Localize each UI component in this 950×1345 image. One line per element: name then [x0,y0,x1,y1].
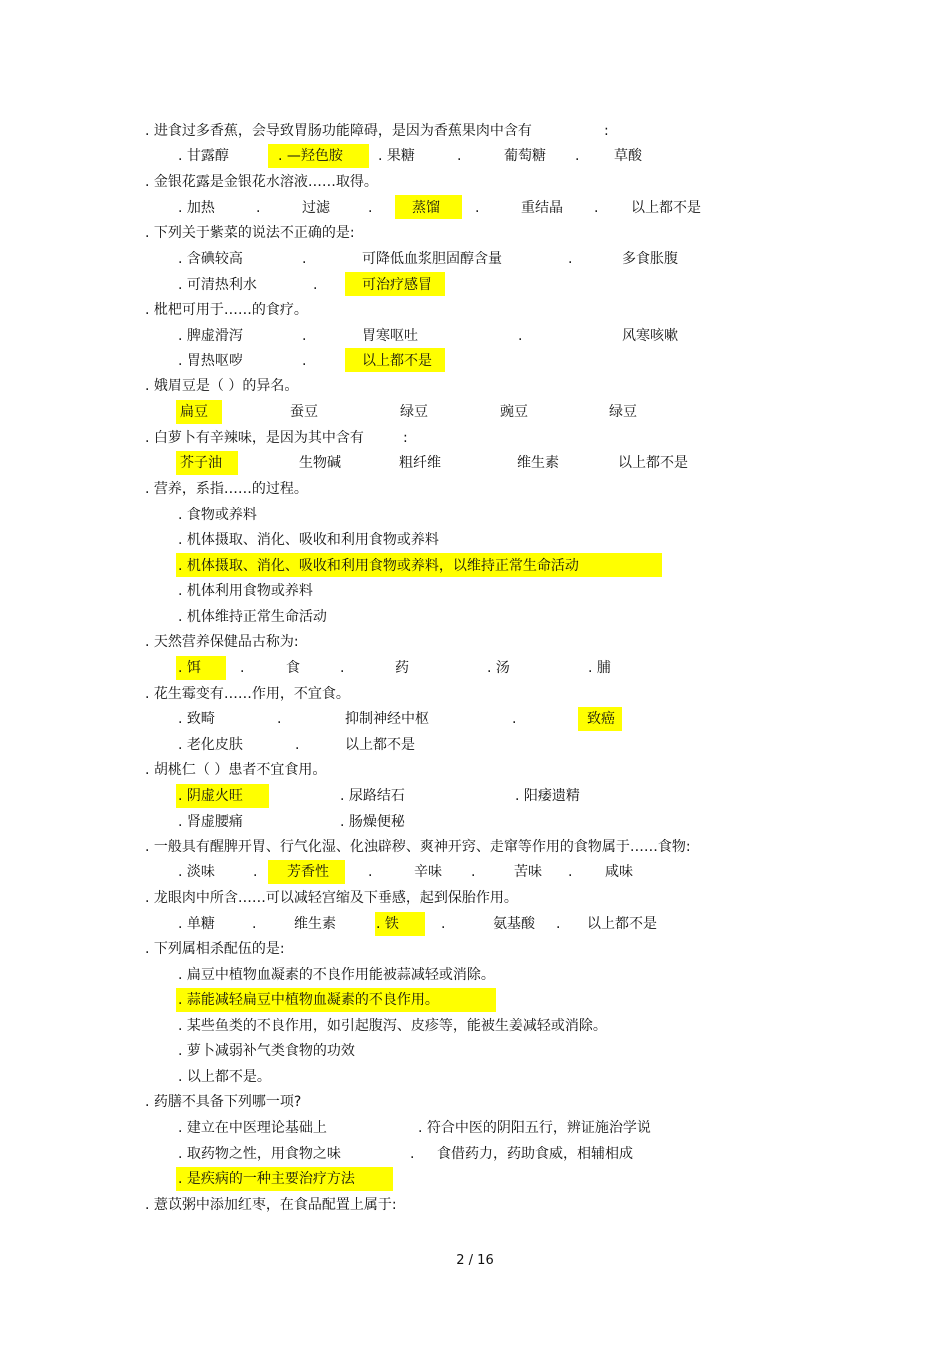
option: 致癌 [587,711,615,727]
option: . 以上都不是。 [178,1069,271,1085]
option-marker: . [518,328,523,344]
option: 以上都不是 [587,916,657,932]
question-stem: . 白萝卜有辛辣味，是因为其中含有 [145,430,364,446]
option: 绿豆 [609,404,637,420]
question-stem: . 胡桃仁（ ）患者不宜食用。 [145,762,327,778]
option: 辛味 [414,864,442,880]
option-marker: . [568,251,573,267]
question-stem: . 薏苡粥中添加红枣，在食品配置上属于: [145,1197,397,1213]
option: 胃寒呕吐 [362,328,418,344]
question-stem: . 枇杷可用于……的食疗。 [145,302,308,318]
option: . 含碘较高 [178,251,243,267]
option: . 机体利用食物或养料 [178,583,313,599]
option: 风寒咳嗽 [622,328,678,344]
question-stem: . 药膳不具备下列哪一项? [145,1094,302,1110]
option-marker: . [252,916,257,932]
question-stem: . 娥眉豆是（ ）的异名。 [145,378,299,394]
option: 生物碱 [299,455,341,471]
option-marker: . [256,200,261,216]
question-stem: . 金银花露是金银花水溶液……取得。 [145,174,378,190]
option-marker: . [471,864,476,880]
question-stem-colon: : [403,430,408,446]
option: 维生素 [517,455,559,471]
option: . 脯 [588,660,611,676]
option-marker: . [313,277,318,293]
option: . 取药物之性，用食物之味 [178,1146,341,1162]
option: 氨基酸 [493,916,535,932]
question-stem: . 龙眼肉中所含……可以减轻宫缩及下垂感，起到保胎作用。 [145,890,518,906]
option-marker: . [302,251,307,267]
option: 药 [395,660,409,676]
option-marker: . [277,711,282,727]
option: 咸味 [605,864,633,880]
option: 过滤 [302,200,330,216]
option-marker: . [368,864,373,880]
option: . 老化皮肤 [178,737,243,753]
option-marker: . [295,737,300,753]
option: 绿豆 [400,404,428,420]
option: 可治疗感冒 [362,277,432,293]
option: . 单糖 [178,916,215,932]
option-marker: . [575,148,580,164]
option: 苦味 [514,864,542,880]
question-stem: . 一般具有醒脾开胃、行气化湿、化浊辟秽、爽神开窍、走窜等作用的食物属于……食物: [145,839,691,855]
option: . 可清热利水 [178,277,257,293]
option: 维生素 [294,916,336,932]
option: . 扁豆中植物血凝素的不良作用能被蒜减轻或消除。 [178,967,495,983]
option: 豌豆 [500,404,528,420]
option: . 饵 [178,660,201,676]
option: 食 [286,660,300,676]
option-marker: . [568,864,573,880]
option: 扁豆 [180,404,208,420]
question-stem: . 营养，系指……的过程。 [145,481,308,497]
option: . 致畸 [178,711,215,727]
option: . 汤 [487,660,510,676]
option: . 符合中医的阴阳五行，辨证施治学说 [418,1120,651,1136]
option: . 脾虚滑泻 [178,328,243,344]
option: 以上都不是 [345,737,415,753]
option: 抑制神经中枢 [345,711,429,727]
option: 以上都不是 [362,353,432,369]
option: . 阴虚火旺 [178,788,243,804]
option: . 某些鱼类的不良作用，如引起腹泻、皮疹等，能被生姜减轻或消除。 [178,1018,607,1034]
question-stem: . 下列属相杀配伍的是: [145,941,285,957]
option-marker: . [594,200,599,216]
option: 可降低血浆胆固醇含量 [362,251,502,267]
option: . 铁 [376,916,399,932]
option: . 肾虚腰痛 [178,814,243,830]
option: . 是疾病的一种主要治疗方法 [178,1171,355,1187]
option-marker: . [512,711,517,727]
option: . 尿路结石 [340,788,405,804]
option: 芳香性 [287,864,329,880]
option: . 肠燥便秘 [340,814,405,830]
option: . 建立在中医理论基础上 [178,1120,327,1136]
option: . 机体摄取、消化、吸收和利用食物或养料 [178,532,439,548]
option-marker: . [240,660,245,676]
option: . 甘露醇 [178,148,229,164]
option: 蚕豆 [290,404,318,420]
option: . 食物或养料 [178,507,257,523]
option: 芥子油 [180,455,222,471]
option: 食借药力，药助食威，相辅相成 [437,1146,633,1162]
question-stem: . 进食过多香蕉，会导致胃肠功能障碍，是因为香蕉果肉中含有 [145,123,532,139]
option-marker: . [368,200,373,216]
option: . 阳痿遗精 [515,788,580,804]
option: . 萝卜减弱补气类食物的功效 [178,1043,355,1059]
option: . 机体摄取、消化、吸收和利用食物或养料，以维持正常生命活动 [178,558,579,574]
option-marker: . [340,660,345,676]
option: 草酸 [614,148,642,164]
option-marker: . [441,916,446,932]
option: 葡萄糖 [504,148,546,164]
option: 粗纤维 [399,455,441,471]
question-stem: . 花生霉变有……作用，不宜食。 [145,686,350,702]
option: . 蒜能减轻扁豆中植物血凝素的不良作用。 [178,992,439,1008]
option: . 加热 [178,200,215,216]
option: . 机体维持正常生命活动 [178,609,327,625]
option-marker: . [475,200,480,216]
option-marker: . [410,1146,415,1162]
option: . 果糖 [378,148,415,164]
question-stem: . 天然营养保健品古称为: [145,634,299,650]
option: 以上都不是 [631,200,701,216]
option: 蒸馏 [412,200,440,216]
option: 多食胀腹 [622,251,678,267]
option: 重结晶 [521,200,563,216]
option-marker: . [253,864,258,880]
option-marker: . [457,148,462,164]
option: . 胃热呕哕 [178,353,243,369]
option-marker: . [302,353,307,369]
option: 以上都不是 [618,455,688,471]
page-number: 2 / 16 [456,1253,494,1268]
option: . —羟色胺 [278,148,343,164]
option-marker: . [302,328,307,344]
question-stem: . 下列关于紫菜的说法不正确的是: [145,225,355,241]
option: . 淡味 [178,864,215,880]
question-stem-colon: : [604,123,609,139]
option-marker: . [556,916,561,932]
